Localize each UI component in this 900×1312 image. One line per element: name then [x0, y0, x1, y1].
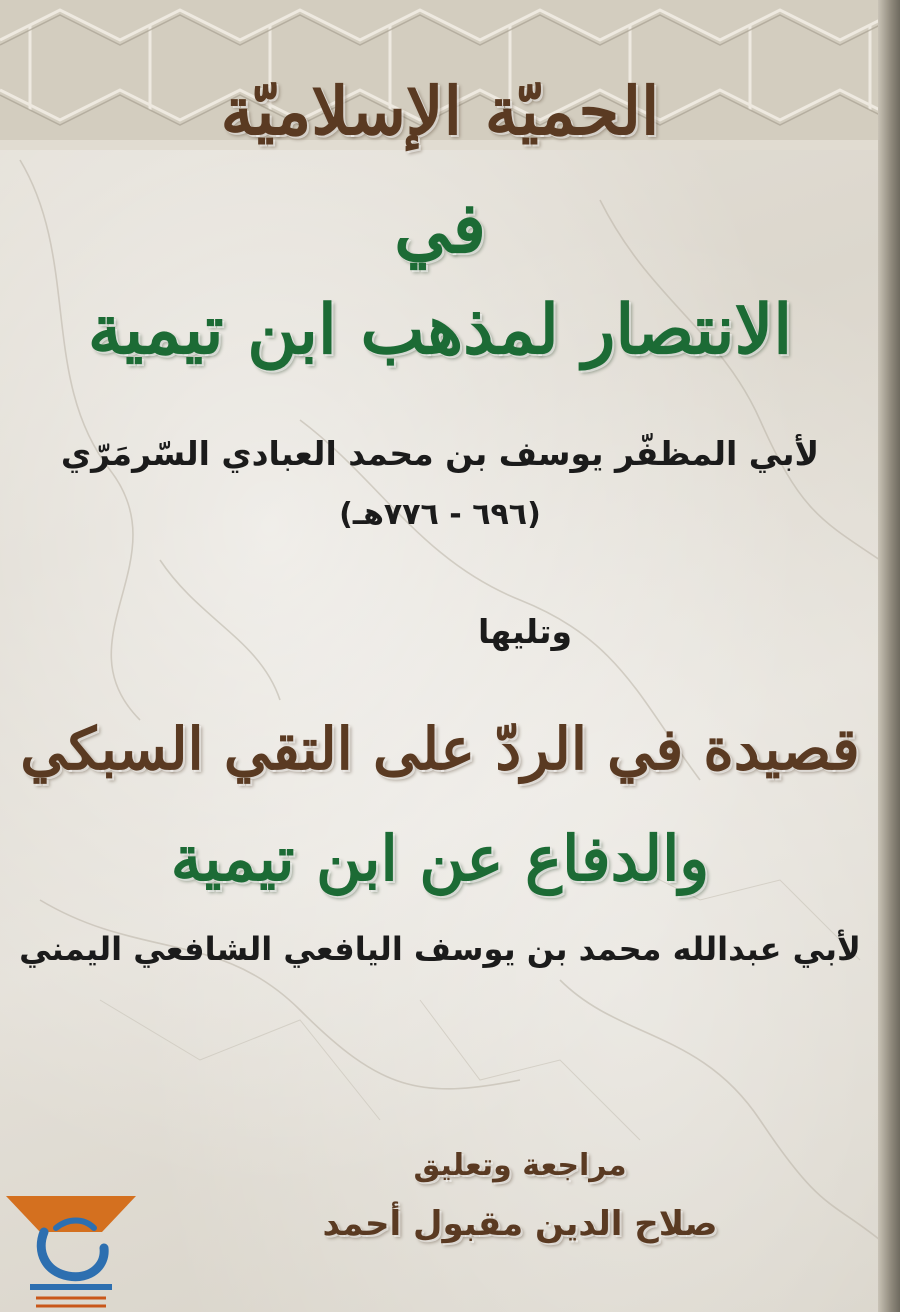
title-line-4: قصيدة في الردّ على التقي السبكي — [20, 715, 860, 783]
reviewer-name: صلاح الدين مقبول أحمد — [322, 1204, 718, 1244]
title-line-2: في — [394, 186, 486, 269]
author-dates: (٦٩٦ - ٧٧٦هـ) — [339, 497, 541, 532]
review-label: مراجعة وتعليق — [413, 1148, 627, 1183]
title-line-5: والدفاع عن ابن تيمية — [170, 822, 710, 895]
followed-by-label: وتليها — [477, 612, 573, 651]
publisher-logo-icon — [6, 1188, 136, 1312]
title-line-3: الانتصار لمذهب ابن تيمية — [87, 290, 793, 370]
author-1: لأبي المظفّر يوسف بن محمد العبادي السّرمَرّي — [60, 434, 820, 473]
title-line-1: الحميّة الإسلاميّة — [220, 72, 660, 150]
author-2: لأبي عبدالله محمد بن يوسف اليافعي الشافعي اليمني — [19, 930, 861, 968]
book-spine-edge — [878, 0, 900, 1312]
